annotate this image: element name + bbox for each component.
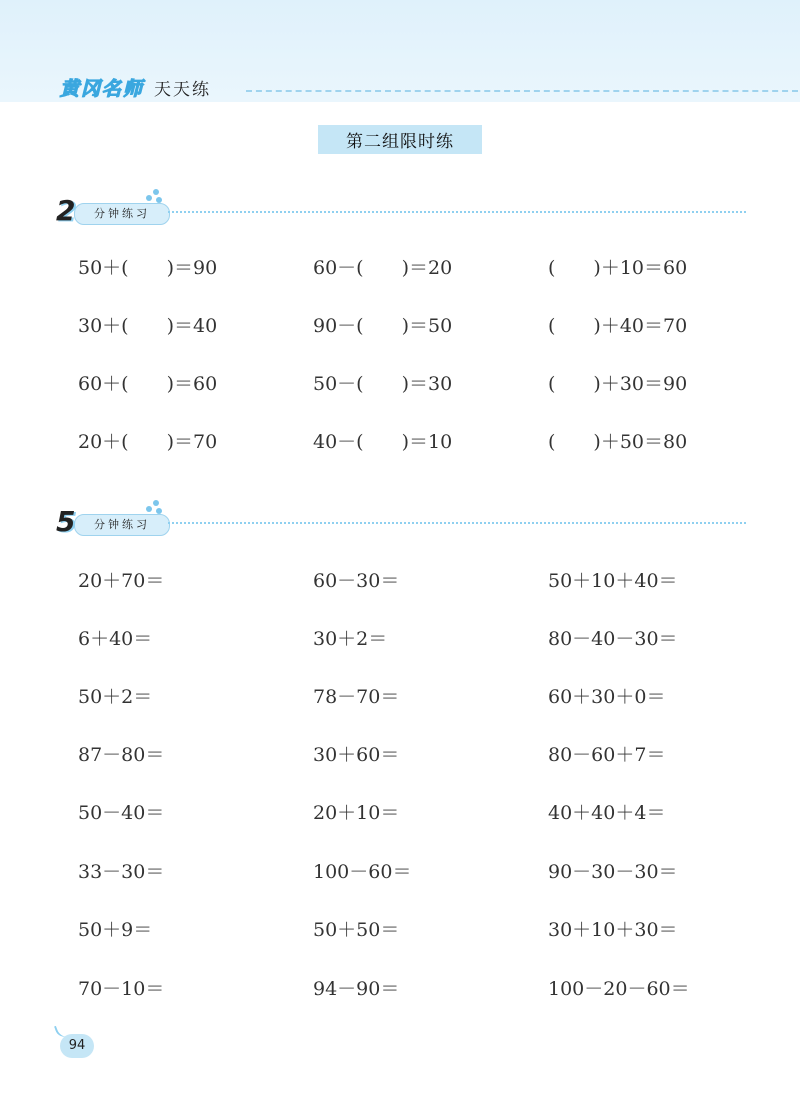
equation: 100－20－60＝ <box>548 978 690 1000</box>
equation: 60＋30＋0＝ <box>548 686 666 708</box>
section-number: 5 <box>56 505 76 538</box>
equation: 20＋70＝ <box>78 570 165 592</box>
equation: 20＋( )＝70 <box>78 431 218 453</box>
equation: ( )＋40＝70 <box>548 315 688 337</box>
section-divider <box>168 211 746 213</box>
section-label: 分钟练习 <box>74 203 170 225</box>
page-number: 94 <box>60 1034 94 1058</box>
equation: 100－60＝ <box>313 861 412 883</box>
equation: 50－( )＝30 <box>313 373 453 395</box>
page-title: 第二组限时练 <box>318 125 482 154</box>
equation: ( )＋30＝90 <box>548 373 688 395</box>
equation: 80－60＋7＝ <box>548 744 666 766</box>
equation: 30＋( )＝40 <box>78 315 218 337</box>
brand-series: 天天练 <box>154 79 212 100</box>
equation: ( )＋10＝60 <box>548 257 688 279</box>
equation: 60－30＝ <box>313 570 400 592</box>
equation: 40－( )＝10 <box>313 431 453 453</box>
equation: 30＋2＝ <box>313 628 388 650</box>
equation: 87－80＝ <box>78 744 165 766</box>
equation: 50＋( )＝90 <box>78 257 218 279</box>
equation: 40＋40＋4＝ <box>548 802 666 824</box>
equation: 70－10＝ <box>78 978 165 1000</box>
equation: 50－40＝ <box>78 802 165 824</box>
section-number: 2 <box>56 194 76 227</box>
section-divider <box>168 522 746 524</box>
equation: 60－( )＝20 <box>313 257 453 279</box>
equation: 30＋10＋30＝ <box>548 919 678 941</box>
equation: 50＋9＝ <box>78 919 153 941</box>
equation: 94－90＝ <box>313 978 400 1000</box>
equation: 20＋10＝ <box>313 802 400 824</box>
droplet-icon <box>142 499 164 515</box>
equation: 30＋60＝ <box>313 744 400 766</box>
equation: 80－40－30＝ <box>548 628 678 650</box>
section-label: 分钟练习 <box>74 514 170 536</box>
header-divider <box>246 90 798 92</box>
equation: ( )＋50＝80 <box>548 431 688 453</box>
equation: 50＋10＋40＝ <box>548 570 678 592</box>
equation: 50＋2＝ <box>78 686 153 708</box>
equation: 33－30＝ <box>78 861 165 883</box>
brand-logo <box>60 74 211 100</box>
equation: 78－70＝ <box>313 686 400 708</box>
equation: 90－( )＝50 <box>313 315 453 337</box>
equation: 6＋40＝ <box>78 628 153 650</box>
equation: 50＋50＝ <box>313 919 400 941</box>
brand-name: 黄冈名师 <box>60 77 145 100</box>
equation: 60＋( )＝60 <box>78 373 218 395</box>
droplet-icon <box>142 188 164 204</box>
equation: 90－30－30＝ <box>548 861 678 883</box>
